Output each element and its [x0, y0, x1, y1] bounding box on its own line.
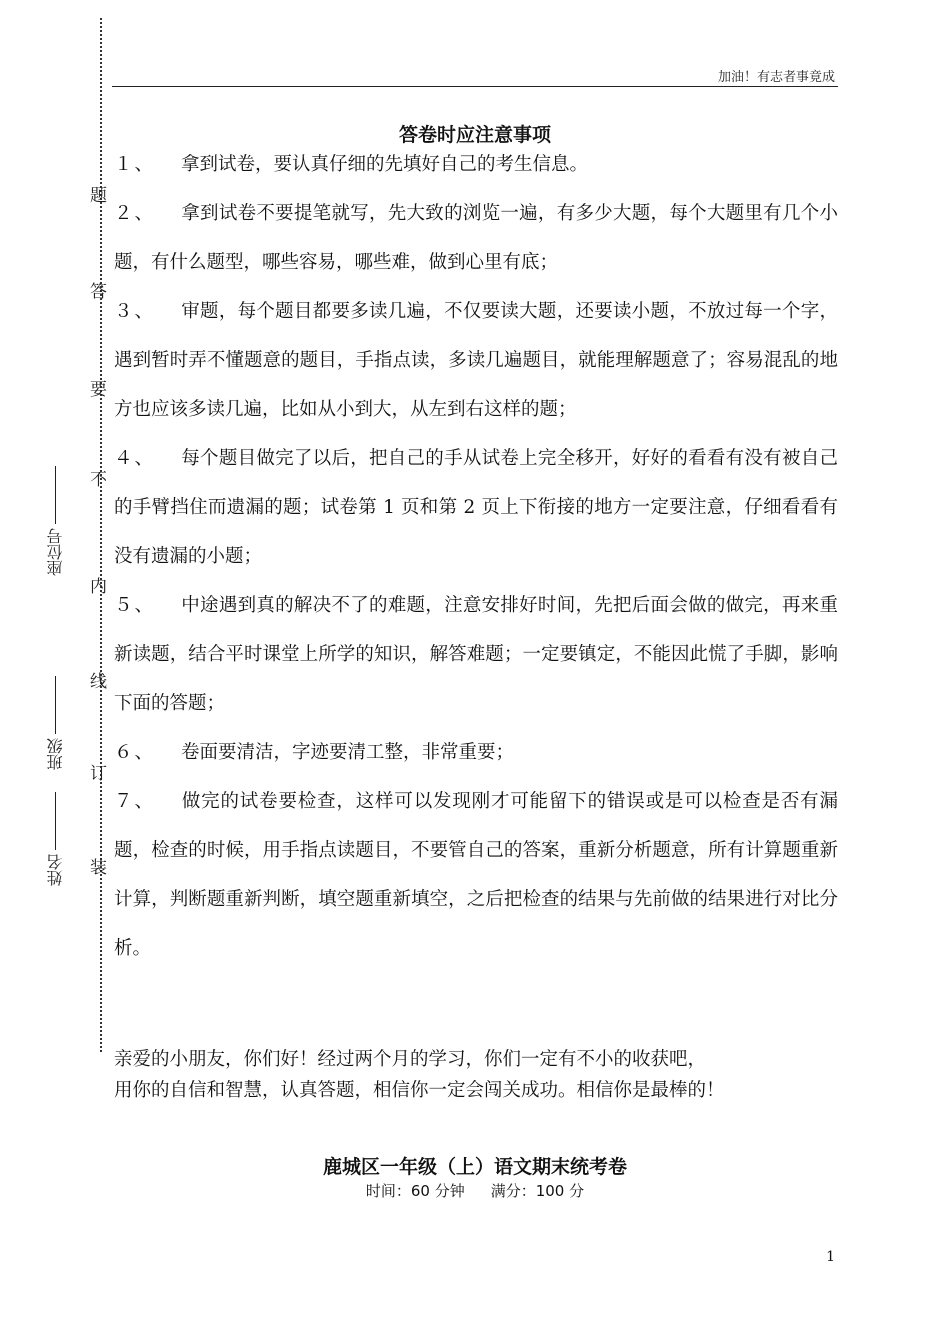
seat-number-blank[interactable] [56, 466, 57, 524]
item-number: ４、 [114, 448, 156, 469]
item-text: 做完的试卷要检查，这样可以发现刚才可能留下的错误或是可以检查是否有漏题，检查的时候，用手指点读题目，不要管自己的答案，重新分析题意，所有计算题重新计算，判断题重新判断，填空题重新填空，之后把检查的结果与先前做的结果进行对比分析。 [114, 791, 838, 959]
seal-char-bu: 不 [86, 470, 106, 487]
seal-char-da: 答 [86, 282, 106, 299]
item-text: 每个题目做完了以后，把自己的手从试卷上完全移开，好好的看看有没有被自己的手臂挡住而遗漏的题；试卷第 1 页和第 2 页上下衔接的地方一定要注意，仔细看看有没有遗漏的小题； [114, 448, 838, 567]
item-number: ２、 [114, 203, 156, 224]
greeting-line: 亲爱的小朋友，你们好！经过两个月的学习，你们一定有不小的收获吧， [114, 1049, 707, 1070]
exam-title: 鹿城区一年级（上）语文期末统考卷 [322, 1156, 627, 1178]
item-text: 审题，每个题目都要多读几遍，不仅要读大题，还要读小题，不放过每一个字，遇到暂时弄不懂题意的题目，手指点读，多读几遍题目，就能理解题意了；容易混乱的地方也应该多读几遍，比如从小到大，从左到右这样的题； [114, 301, 838, 420]
name-blank[interactable] [56, 792, 57, 850]
seal-char-yao: 要 [86, 380, 106, 397]
notice-item [114, 777, 838, 973]
notice-title: 答卷时应注意事项 [398, 124, 551, 146]
greeting-line: 用你的自信和智慧，认真答题，相信你一定会闯关成功。相信你是最棒的！ [114, 1080, 725, 1101]
notice-item [114, 189, 838, 287]
notice-item [114, 140, 838, 189]
exam-time: 时间：60 分钟 [365, 1182, 465, 1200]
seat-number-field[interactable] [44, 466, 67, 576]
item-text: 卷面要清洁，字迹要清工整，非常重要； [181, 742, 515, 763]
exam-meta [0, 1180, 950, 1201]
header-rule [112, 86, 838, 87]
notice-item [114, 287, 838, 434]
greeting-message [114, 1044, 844, 1106]
name-field[interactable] [44, 792, 67, 886]
notice-item [114, 434, 838, 581]
page-number: 1 [826, 1249, 835, 1265]
seal-char-zhuang: 装 [86, 858, 106, 875]
item-number: ６、 [114, 742, 156, 763]
item-number: １、 [114, 154, 156, 175]
notice-item [114, 728, 838, 777]
item-number: ５、 [114, 595, 156, 616]
item-text: 拿到试卷，要认真仔细的先填好自己的考生信息。 [181, 154, 589, 175]
class-blank[interactable] [56, 676, 57, 734]
seat-number-label: 座位号 [46, 528, 65, 576]
binding-dotted-line [100, 18, 102, 1052]
seal-char-xian: 线 [86, 672, 106, 689]
item-number: ７、 [114, 791, 156, 812]
item-number: ３、 [114, 301, 156, 322]
notice-item [114, 581, 838, 728]
class-field[interactable] [44, 676, 67, 770]
seal-char-nei: 内 [86, 577, 106, 594]
exam-score: 满分：100 分 [490, 1182, 585, 1200]
seal-char-ti: 题 [86, 186, 106, 203]
item-text: 拿到试卷不要提笔就写，先大致的浏览一遍，有多少大题，每个大题里有几个小题，有什么题型，哪些容易，哪些难，做到心里有底； [114, 203, 838, 273]
notice-list [114, 140, 838, 973]
seal-char-ding: 订 [86, 764, 106, 781]
name-label: 姓名 [46, 854, 65, 886]
class-label: 班级 [46, 738, 65, 770]
item-text: 中途遇到真的解决不了的难题，注意安排好时间，先把后面会做的做完，再来重新读题，结合平时课堂上所学的知识，解答难题；一定要镇定，不能因此慌了手脚，影响下面的答题； [114, 595, 838, 714]
header-motto: 加油！有志者事竟成 [717, 70, 835, 85]
